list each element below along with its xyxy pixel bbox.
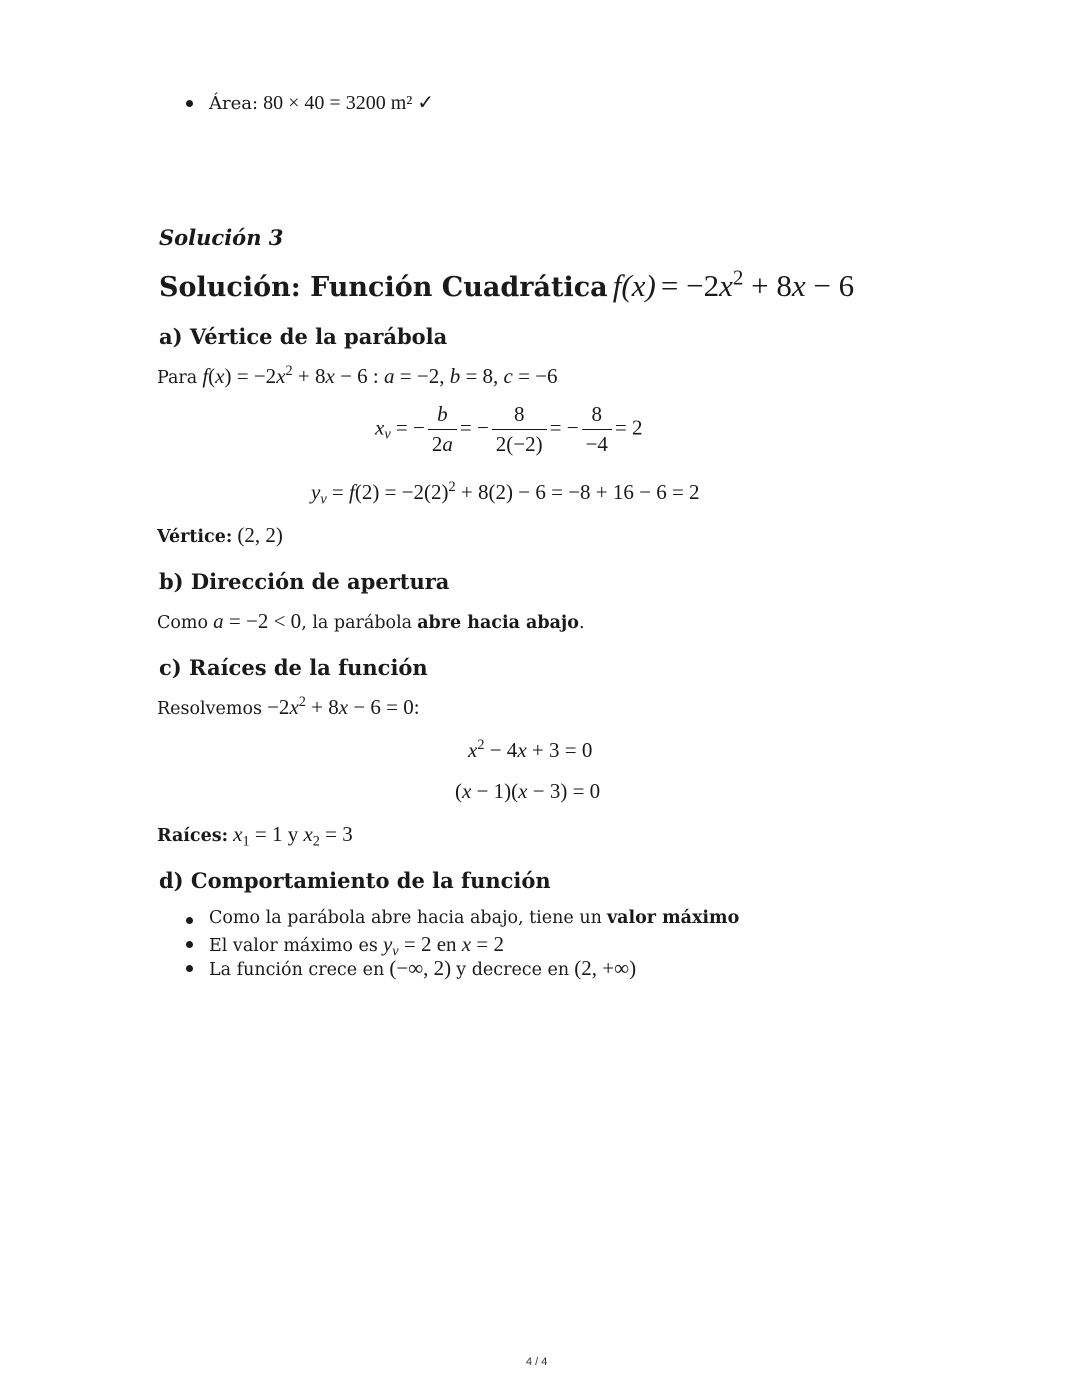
area-line (209, 90, 434, 115)
xv-equation: $x_v$ = − $\frac{b}{2a}$ = − $\frac{8}{2(-2)}$ = − $\frac{8}{-4}$ = 2 (375, 402, 643, 456)
part-d-bullet-3 (209, 956, 636, 981)
part-c-intro-text: Resolvemos (157, 699, 262, 719)
title-eq: = $-2x^2 + 8x - 6$ (660, 265, 855, 303)
roots-label: Raíces: (157, 826, 229, 846)
part-d-b3-text-1: La función crece en (209, 960, 385, 980)
part-b-text-3: . (578, 613, 585, 633)
bullet-icon (186, 941, 193, 948)
part-c-intro (157, 695, 420, 720)
part-b-text (157, 609, 585, 634)
part-a-heading: a) Vértice de la parábola (159, 324, 448, 349)
title-text: Solución: Función Cuadrática (159, 272, 608, 303)
part-b-heading: b) Dirección de apertura (159, 569, 450, 594)
part-d-b3-int-1: (−∞, 2) (389, 956, 452, 980)
part-d-bullet-1 (209, 908, 739, 928)
part-c-eq2: (x − 1)(x − 3) = 0 (455, 779, 601, 803)
part-d-bullet-2 (209, 932, 504, 960)
part-b-expr: a = −2 < 0 (213, 609, 302, 633)
part-c-heading: c) Raíces de la función (159, 655, 428, 680)
bullet-icon (186, 100, 193, 107)
part-d-b2-expr: $y_v = 2$ en x = 2 (382, 932, 504, 960)
section-label: Solución 3 (159, 225, 284, 250)
area-expr: 80 × 40 = 3200 m² ✓ (263, 92, 435, 114)
vertex-line (157, 523, 283, 548)
part-a-intro-expr: $f(x) = -2x^2 + 8x - 6$ : a = −2, b = 8, c = −6 (202, 363, 558, 388)
vertex-value: (2, 2) (237, 523, 283, 547)
roots-line (157, 822, 353, 850)
area-label: Área: (209, 93, 259, 114)
title-fn: f(x) (612, 268, 656, 303)
part-d-b1-text: Como la parábola abre hacia abajo, tiene un (209, 908, 602, 928)
page-number: 4 / 4 (526, 1356, 548, 1368)
part-c-eq1: $x^2 - 4x + 3 = 0$ (468, 737, 593, 762)
part-b-text-1: Como (157, 613, 209, 633)
bullet-icon (186, 965, 193, 972)
part-d-b2-text: El valor máximo es (209, 936, 378, 956)
part-d-b3-text-2: y decrece en (456, 960, 570, 980)
bullet-icon (186, 917, 193, 924)
roots-expr: $x_1 = 1$ y $x_2 = 3$ (233, 822, 353, 850)
part-d-b3-int-2: (2, +∞) (574, 956, 637, 980)
vertex-label: Vértice: (157, 527, 233, 547)
page-title (159, 265, 855, 304)
yv-equation: $y_v = f(2) = -2(2)^2 + 8(2) - 6 = -8 + 16 - 6 = 2$ (311, 479, 700, 508)
part-d-b1-bold: valor máximo (606, 908, 740, 928)
part-a-intro (157, 364, 558, 389)
part-d-heading: d) Comportamiento de la función (159, 868, 551, 893)
part-b-bold: abre hacia abajo (417, 613, 579, 633)
part-c-intro-expr: $-2x^2 + 8x - 6 = 0$: (267, 694, 420, 719)
part-b-text-2: , la parábola (301, 613, 413, 633)
part-a-intro-text: Para (157, 368, 198, 388)
